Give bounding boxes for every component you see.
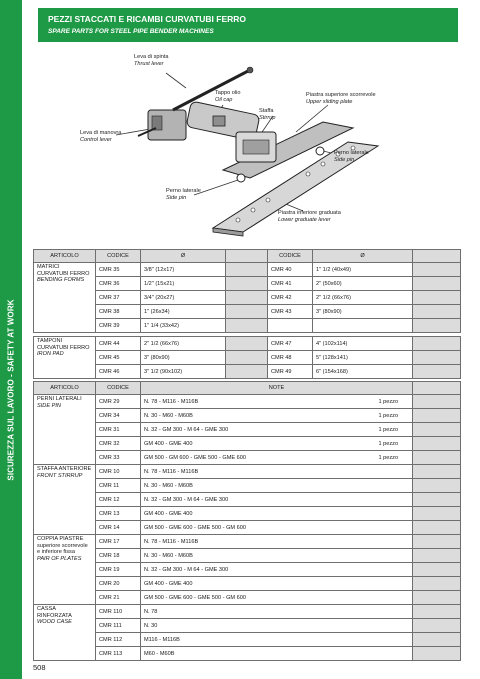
gray-cell (413, 521, 461, 535)
note-cell: N. 30 (141, 619, 413, 633)
col-articolo: ARTICOLO (34, 250, 96, 263)
diameter-cell: 3" (80x90) (313, 305, 413, 319)
diameter-cell: 1" 1/2 (40x49) (313, 263, 413, 277)
code-cell: CMR 18 (96, 549, 141, 563)
col-blank-2 (413, 250, 461, 263)
code-cell: CMR 44 (96, 337, 141, 351)
note-cell: M116 - M116B (141, 633, 413, 647)
diameter-cell: 6" (154x168) (313, 365, 413, 379)
group-label: MATRICI CURVATUBI FERRO BENDING FORMS (34, 263, 96, 333)
gray-cell (413, 465, 461, 479)
code-cell: CMR 12 (96, 493, 141, 507)
gray-cell (413, 535, 461, 549)
label-thrust-lever: Leva di spinta Thrust lever (134, 54, 169, 68)
code-cell: CMR 39 (96, 319, 141, 333)
diameter-cell: 1" 1/4 (33x42) (141, 319, 226, 333)
code-cell: CMR 10 (96, 465, 141, 479)
gray-cell (413, 619, 461, 633)
table-row (34, 409, 461, 423)
group-label: COPPIA PIASTRE superiore scorrevole e inferiore fissa PAIR OF PLATES (34, 535, 96, 605)
table-row (34, 619, 461, 633)
table-row (34, 263, 461, 277)
table-row (34, 535, 461, 549)
code-cell: CMR 13 (96, 507, 141, 521)
qty-label: 1 pezzo (378, 440, 399, 447)
group-label: TAMPONI CURVATUBI FERRO IRON PAD (34, 337, 96, 379)
diameter-cell: 2" 1/2 (66x76) (313, 291, 413, 305)
table-row (34, 437, 461, 451)
code-cell: CMR 34 (96, 409, 141, 423)
gray-cell (413, 365, 461, 379)
gray-cell (413, 409, 461, 423)
gray-cell (413, 647, 461, 661)
gray-cell (226, 337, 268, 351)
code-cell: CMR 37 (96, 291, 141, 305)
gray-cell (413, 633, 461, 647)
note-cell: N. 78 (141, 605, 413, 619)
col-articolo: ARTICOLO (34, 382, 96, 395)
code-cell: CMR 112 (96, 633, 141, 647)
label-side-pin-left: Perno laterale Side pin (166, 188, 201, 202)
diameter-cell: 4" (102x114) (313, 337, 413, 351)
note-cell: N. 30 - M60 - M60B 1 pezzo (141, 409, 413, 423)
code-cell: CMR 49 (268, 365, 313, 379)
note-cell: GM 400 - GME 400 (141, 577, 413, 591)
page-number: 508 (33, 663, 46, 672)
table-row (34, 493, 461, 507)
note-cell: GM 500 - GME 600 - GME 500 - GM 600 (141, 591, 413, 605)
note-cell: N. 78 - M116 - M116B (141, 465, 413, 479)
code-cell: CMR 43 (268, 305, 313, 319)
note-cell: N. 30 - M60 - M60B (141, 479, 413, 493)
table-row (34, 451, 461, 465)
table-row (34, 365, 461, 379)
gray-cell (413, 337, 461, 351)
label-side-pin-right: Perno laterale Side pin (334, 150, 369, 164)
pipe-bender-figure (38, 50, 458, 245)
table-row (34, 605, 461, 619)
note-cell: GM 500 - GM 600 - GME 500 - GME 600 1 pezzo (141, 451, 413, 465)
group-label: PERNI LATERALI SIDE PIN (34, 395, 96, 465)
diameter-cell: 3/4" (20x27) (141, 291, 226, 305)
code-cell: CMR 38 (96, 305, 141, 319)
code-cell: CMR 47 (268, 337, 313, 351)
side-band-text: SICUREZZA SUL LAVORO - SAFETY AT WORK (6, 299, 16, 481)
label-upper-sliding-plate: Piastra superiore scorrevole Upper sliding plate (306, 92, 376, 106)
table-row (34, 465, 461, 479)
col-blank (226, 250, 268, 263)
gray-cell (413, 479, 461, 493)
code-cell: CMR 32 (96, 437, 141, 451)
group-label: CASSA RINFORZATA WOOD CASE (34, 605, 96, 661)
group-label: STAFFA ANTERIORE FRONT STIRRUP (34, 465, 96, 535)
gray-cell (413, 423, 461, 437)
code-cell: CMR 36 (96, 277, 141, 291)
table-row (34, 507, 461, 521)
diameter-cell: 2" (50x60) (313, 277, 413, 291)
code-cell: CMR 42 (268, 291, 313, 305)
page-header (38, 8, 458, 42)
note-cell: M60 - M60B (141, 647, 413, 661)
table-row (34, 633, 461, 647)
gray-cell (226, 305, 268, 319)
note-cell: GM 400 - GME 400 (141, 507, 413, 521)
gray-cell (413, 351, 461, 365)
qty-label: 1 pezzo (378, 412, 399, 419)
gray-cell (413, 437, 461, 451)
table-row (34, 423, 461, 437)
col-note: NOTE (141, 382, 413, 395)
note-cell: N. 30 - M60 - M60B (141, 549, 413, 563)
gray-cell (413, 319, 461, 333)
gray-cell (413, 493, 461, 507)
col-codice: CODICE (96, 250, 141, 263)
diameter-cell: 3" (80x90) (141, 351, 226, 365)
code-cell: CMR 14 (96, 521, 141, 535)
gray-cell (226, 263, 268, 277)
code-cell: CMR 111 (96, 619, 141, 633)
gray-cell (413, 395, 461, 409)
code-cell: CMR 40 (268, 263, 313, 277)
table-row (34, 319, 461, 333)
gray-cell (413, 263, 461, 277)
code-cell: CMR 35 (96, 263, 141, 277)
diameter-cell: 3" 1/2 (90x102) (141, 365, 226, 379)
col-codice-2: CODICE (268, 250, 313, 263)
code-cell: CMR 17 (96, 535, 141, 549)
col-diameter-2: Ø (313, 250, 413, 263)
code-cell: CMR 20 (96, 577, 141, 591)
note-cell: N. 78 - M116 - M116B (141, 535, 413, 549)
page-subtitle: SPARE PARTS FOR STEEL PIPE BENDER MACHINES (48, 28, 214, 35)
gray-cell (413, 549, 461, 563)
code-cell: CMR 21 (96, 591, 141, 605)
gray-cell (413, 577, 461, 591)
code-cell: CMR 29 (96, 395, 141, 409)
label-oil-cap: Tappo olio Oil cap (215, 90, 241, 104)
gray-cell (413, 507, 461, 521)
code-cell: CMR 31 (96, 423, 141, 437)
code-cell: CMR 11 (96, 479, 141, 493)
gray-cell (226, 291, 268, 305)
table-row (34, 277, 461, 291)
diameter-cell (313, 319, 413, 333)
table-row (34, 337, 461, 351)
table-row (34, 351, 461, 365)
page-title: PEZZI STACCATI E RICAMBI CURVATUBI FERRO (48, 14, 247, 24)
diameter-cell: 2" 1/2 (66x76) (141, 337, 226, 351)
parts-table-header (34, 382, 461, 395)
note-cell: N. 32 - GM 300 - M 64 - GME 300 (141, 493, 413, 507)
gray-cell (226, 351, 268, 365)
code-cell: CMR 45 (96, 351, 141, 365)
table-row (34, 291, 461, 305)
gray-cell (413, 305, 461, 319)
table-row (34, 549, 461, 563)
code-cell: CMR 33 (96, 451, 141, 465)
diameter-cell: 1/2" (15x21) (141, 277, 226, 291)
code-cell: CMR 46 (96, 365, 141, 379)
note-cell: N. 78 - M116 - M116B 1 pezzo (141, 395, 413, 409)
table-row (34, 521, 461, 535)
code-cell: CMR 19 (96, 563, 141, 577)
label-stirrup: Staffa Stirrup (259, 108, 276, 122)
diameter-cell: 3/8" (12x17) (141, 263, 226, 277)
diameter-cell: 1" (26x34) (141, 305, 226, 319)
code-cell: CMR 48 (268, 351, 313, 365)
table-row (34, 577, 461, 591)
gray-cell (413, 451, 461, 465)
gray-cell (226, 319, 268, 333)
gray-cell (226, 277, 268, 291)
col-blank (413, 382, 461, 395)
pipe-bender-illustration (38, 50, 458, 245)
forms-table (33, 249, 461, 379)
note-cell: GM 500 - GME 600 - GME 500 - GM 600 (141, 521, 413, 535)
label-lower-graduate-plate: Piastra inferiore graduata Lower graduate lever (278, 210, 341, 224)
gray-cell (413, 291, 461, 305)
table-row (34, 479, 461, 493)
code-cell: CMR 113 (96, 647, 141, 661)
table-row (34, 591, 461, 605)
code-cell: CMR 41 (268, 277, 313, 291)
col-diameter: Ø (141, 250, 226, 263)
note-cell: N. 32 - GM 300 - M 64 - GME 300 1 pezzo (141, 423, 413, 437)
table-row (34, 305, 461, 319)
table-row (34, 647, 461, 661)
qty-label: 1 pezzo (378, 426, 399, 433)
parts-table (33, 381, 461, 661)
side-band (0, 0, 22, 679)
gray-cell (413, 277, 461, 291)
gray-cell (413, 591, 461, 605)
gray-cell (413, 563, 461, 577)
gray-cell (413, 605, 461, 619)
code-cell (268, 319, 313, 333)
note-cell: GM 400 - GME 400 1 pezzo (141, 437, 413, 451)
code-cell: CMR 110 (96, 605, 141, 619)
qty-label: 1 pezzo (378, 398, 399, 405)
gray-cell (226, 365, 268, 379)
table-row (34, 395, 461, 409)
note-cell: N. 32 - GM 300 - M 64 - GME 300 (141, 563, 413, 577)
label-control-lever: Leva di manovra Control lever (80, 130, 122, 144)
table-row (34, 563, 461, 577)
forms-table-header (34, 250, 461, 263)
col-codice: CODICE (96, 382, 141, 395)
diameter-cell: 5" (128x141) (313, 351, 413, 365)
qty-label: 1 pezzo (378, 454, 399, 461)
